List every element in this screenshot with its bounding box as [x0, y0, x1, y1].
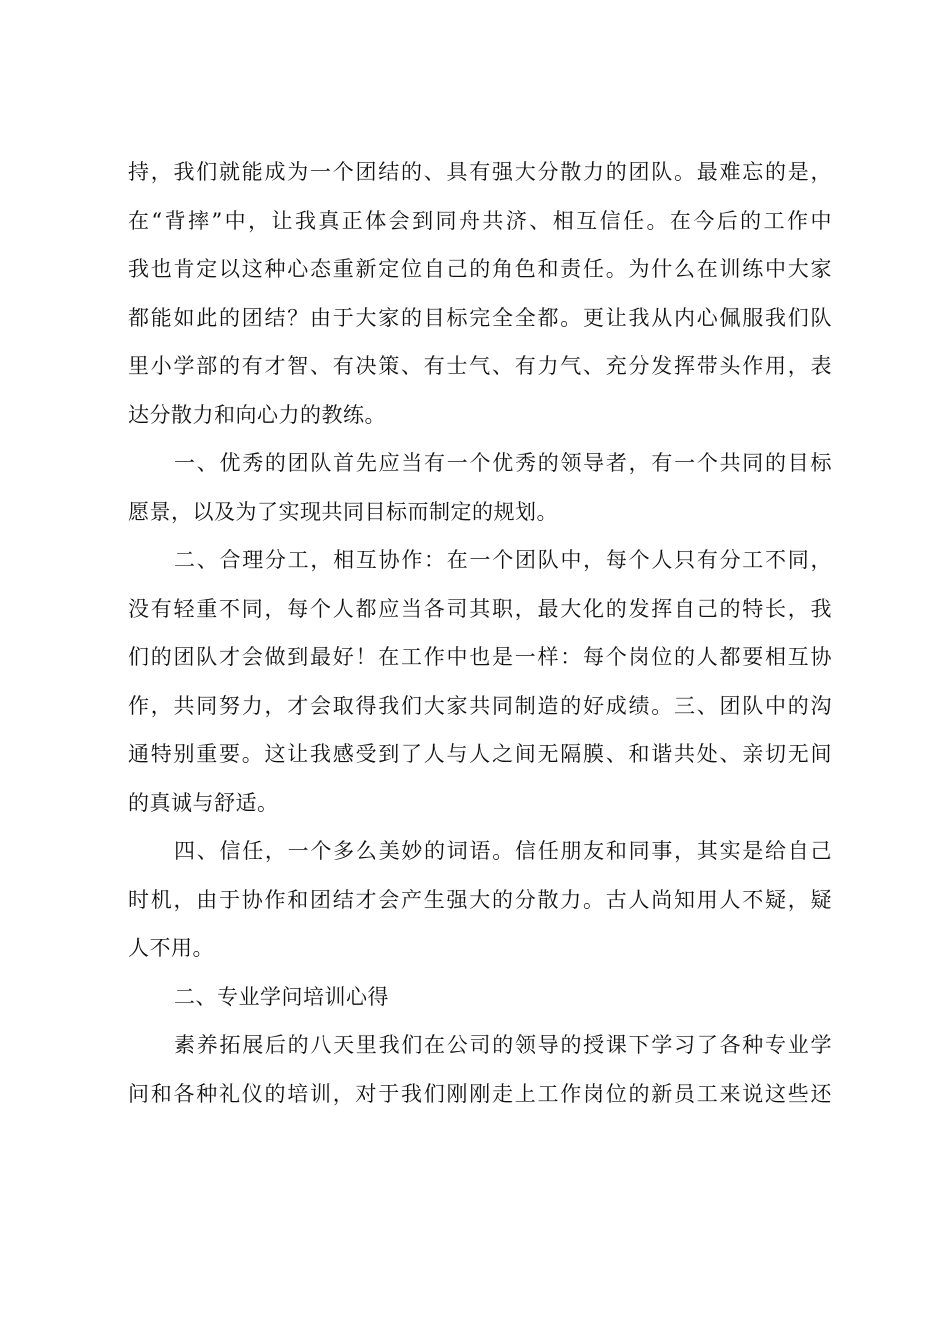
text-line: 人不用。 — [128, 936, 214, 960]
text-line: 作，共同努力，才会取得我们大家共同制造的好成绩。三、团队中的沟 — [128, 693, 832, 718]
text-line: 时机，由于协作和团结才会产生强大的分散力。古人尚知用人不疑，疑 — [128, 887, 832, 912]
text-line: 素养拓展后的八天里我们在公司的领导的授课下学习了各种专业学 — [174, 1033, 832, 1057]
section-heading: 二、专业学问培训心得 — [174, 984, 389, 1009]
text-line: 四、信任，一个多么美妙的词语。信任朋友和同事，其实是给自己 — [174, 839, 832, 863]
text-line: 二、合理分工，相互协作：在一个团队中，每个人只有分工不同， — [174, 548, 832, 572]
text-line: 通特别重要。这让我感受到了人与人之间无隔膜、和谐共处、亲切无间 — [128, 742, 832, 766]
text-line: 一、优秀的团队首先应当有一个优秀的领导者，有一个共同的目标 — [174, 451, 832, 475]
text-line: 愿景，以及为了实现共同目标而制定的规划。 — [128, 499, 558, 524]
text-line: 们的团队才会做到最好！在工作中也是一样：每个岗位的人都要相互协 — [128, 645, 832, 669]
text-line: 达分散力和向心力的教练。 — [128, 402, 386, 427]
text-line: 我也肯定以这种心态重新定位自己的角色和责任。为什么在训练中大家 — [128, 257, 832, 281]
text-line: 里小学部的有才智、有决策、有士气、有力气、充分发挥带头作用，表 — [128, 354, 832, 378]
text-line: 持，我们就能成为一个团结的、具有强大分散力的团队。最难忘的是， — [128, 160, 832, 184]
text-line: 都能如此的团结？由于大家的目标完全全都。更让我从内心佩服我们队 — [128, 305, 832, 330]
text-line: 在“背摔”中，让我真正体会到同舟共济、相互信任。在今后的工作中 — [128, 208, 832, 233]
text-line: 问和各种礼仪的培训，对于我们刚刚走上工作岗位的新员工来说这些还 — [128, 1081, 832, 1106]
text-line: 的真诚与舒适。 — [128, 790, 279, 815]
document-body — [128, 148, 832, 1118]
text-line: 没有轻重不同，每个人都应当各司其职，最大化的发挥自己的特长，我 — [128, 596, 832, 621]
